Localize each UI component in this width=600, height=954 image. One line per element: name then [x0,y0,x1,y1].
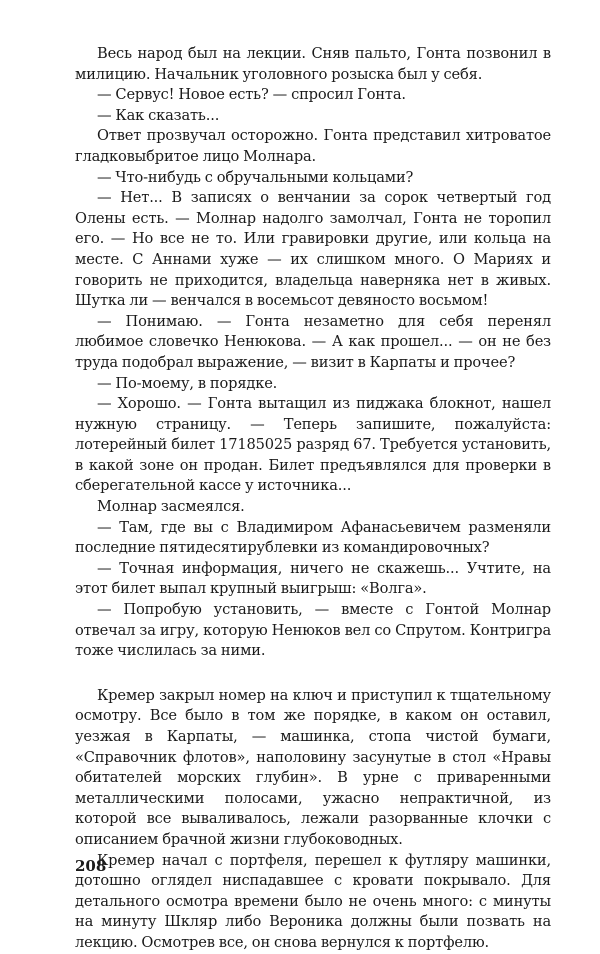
paragraph: Весь народ был на лекции. Сняв пальто, Гонта позвонил в милицию. Начальник уголовного розыска был у себя. [75,45,551,83]
paragraph: — Там, где вы с Владимиром Афанасьевичем разменяли последние пятидесятирублевки из командировочных? [75,518,551,557]
paragraph: Кремер начал с портфеля, перешел к футляру машинки, дотошно оглядел ниспадавшее с кровати покрывало. Для детального осмотра времени было не очень много: с минуты на минуту Шкляр либо Вероника должны были позвать на лекцию. Осмотрев все, он снова вернулся к портфелю. [75,851,551,951]
paragraph: Ответ прозвучал осторожно. Гонта представил хитроватое гладковыбритое лицо Молнара. [75,127,551,165]
paragraph: — Как сказать... [97,106,220,124]
paragraph: Кремер закрыл номер на ключ и приступил к тщательному осмотру. Все было в том же порядке, в каком он оставил, уезжая в Карпаты, — машинка, стопа чистой бумаги, «Справочник флотов», наполовину засунутые в стол «Нравы обитателей морских глубин». В урне с приваренными металлическими полосами, ужасно непрактичной, из которой все вываливалось, лежали разорванные клочки с описанием брачной жизни глубоководных. [75,686,551,848]
paragraph: — Нет... В записях о венчании за сорок четвертый год Олены есть. — Молнар надолго замолчал, Гонта не торопил его. — Но все не то. Или гравировки другие, или кольца на месте. С Аннами хуже — их слишком много. О Мариях и говорить не приходится, владельца наверняка нет в живых. Шутка ли — венчался в восемьсот девяносто восьмом! [75,189,551,310]
paragraph: — По-моему, в порядке. [97,374,278,392]
page-number: 208 [75,857,107,875]
paragraph: — Понимаю. — Гонта незаметно для себя перенял любимое словечко Ненюкова. — А как прошел... — он не без труда подобрал выражение, — визит в Карпаты и прочее? [75,312,551,371]
paragraph: — Попробую установить, — вместе с Гонтой Молнар отвечал за игру, которую Ненюков вел со Спрутом. Контригра тоже числилась за ними. [75,601,551,660]
paragraph: — Сервус! Новое есть? — спросил Гонта. [97,86,406,104]
page-body [75,44,551,954]
paragraph: — Что-нибудь с обручальными кольцами? [97,168,414,186]
paragraph: — Точная информация, ничего не скажешь... Учтите, на этот билет выпал крупный выигрыш: «Волга». [75,559,551,598]
paragraph: — Хорошо. — Гонта вытащил из пиджака блокнот, нашел нужную страницу. — Теперь запишите, пожалуйста: лотерейный билет 17185025 разряд 67. Требуется установить, в какой зоне он продан. Билет предъявлялся для проверки в сберегательной кассе у источника... [75,395,551,495]
section-break [75,662,551,686]
paragraph: Молнар засмеялся. [97,498,245,516]
